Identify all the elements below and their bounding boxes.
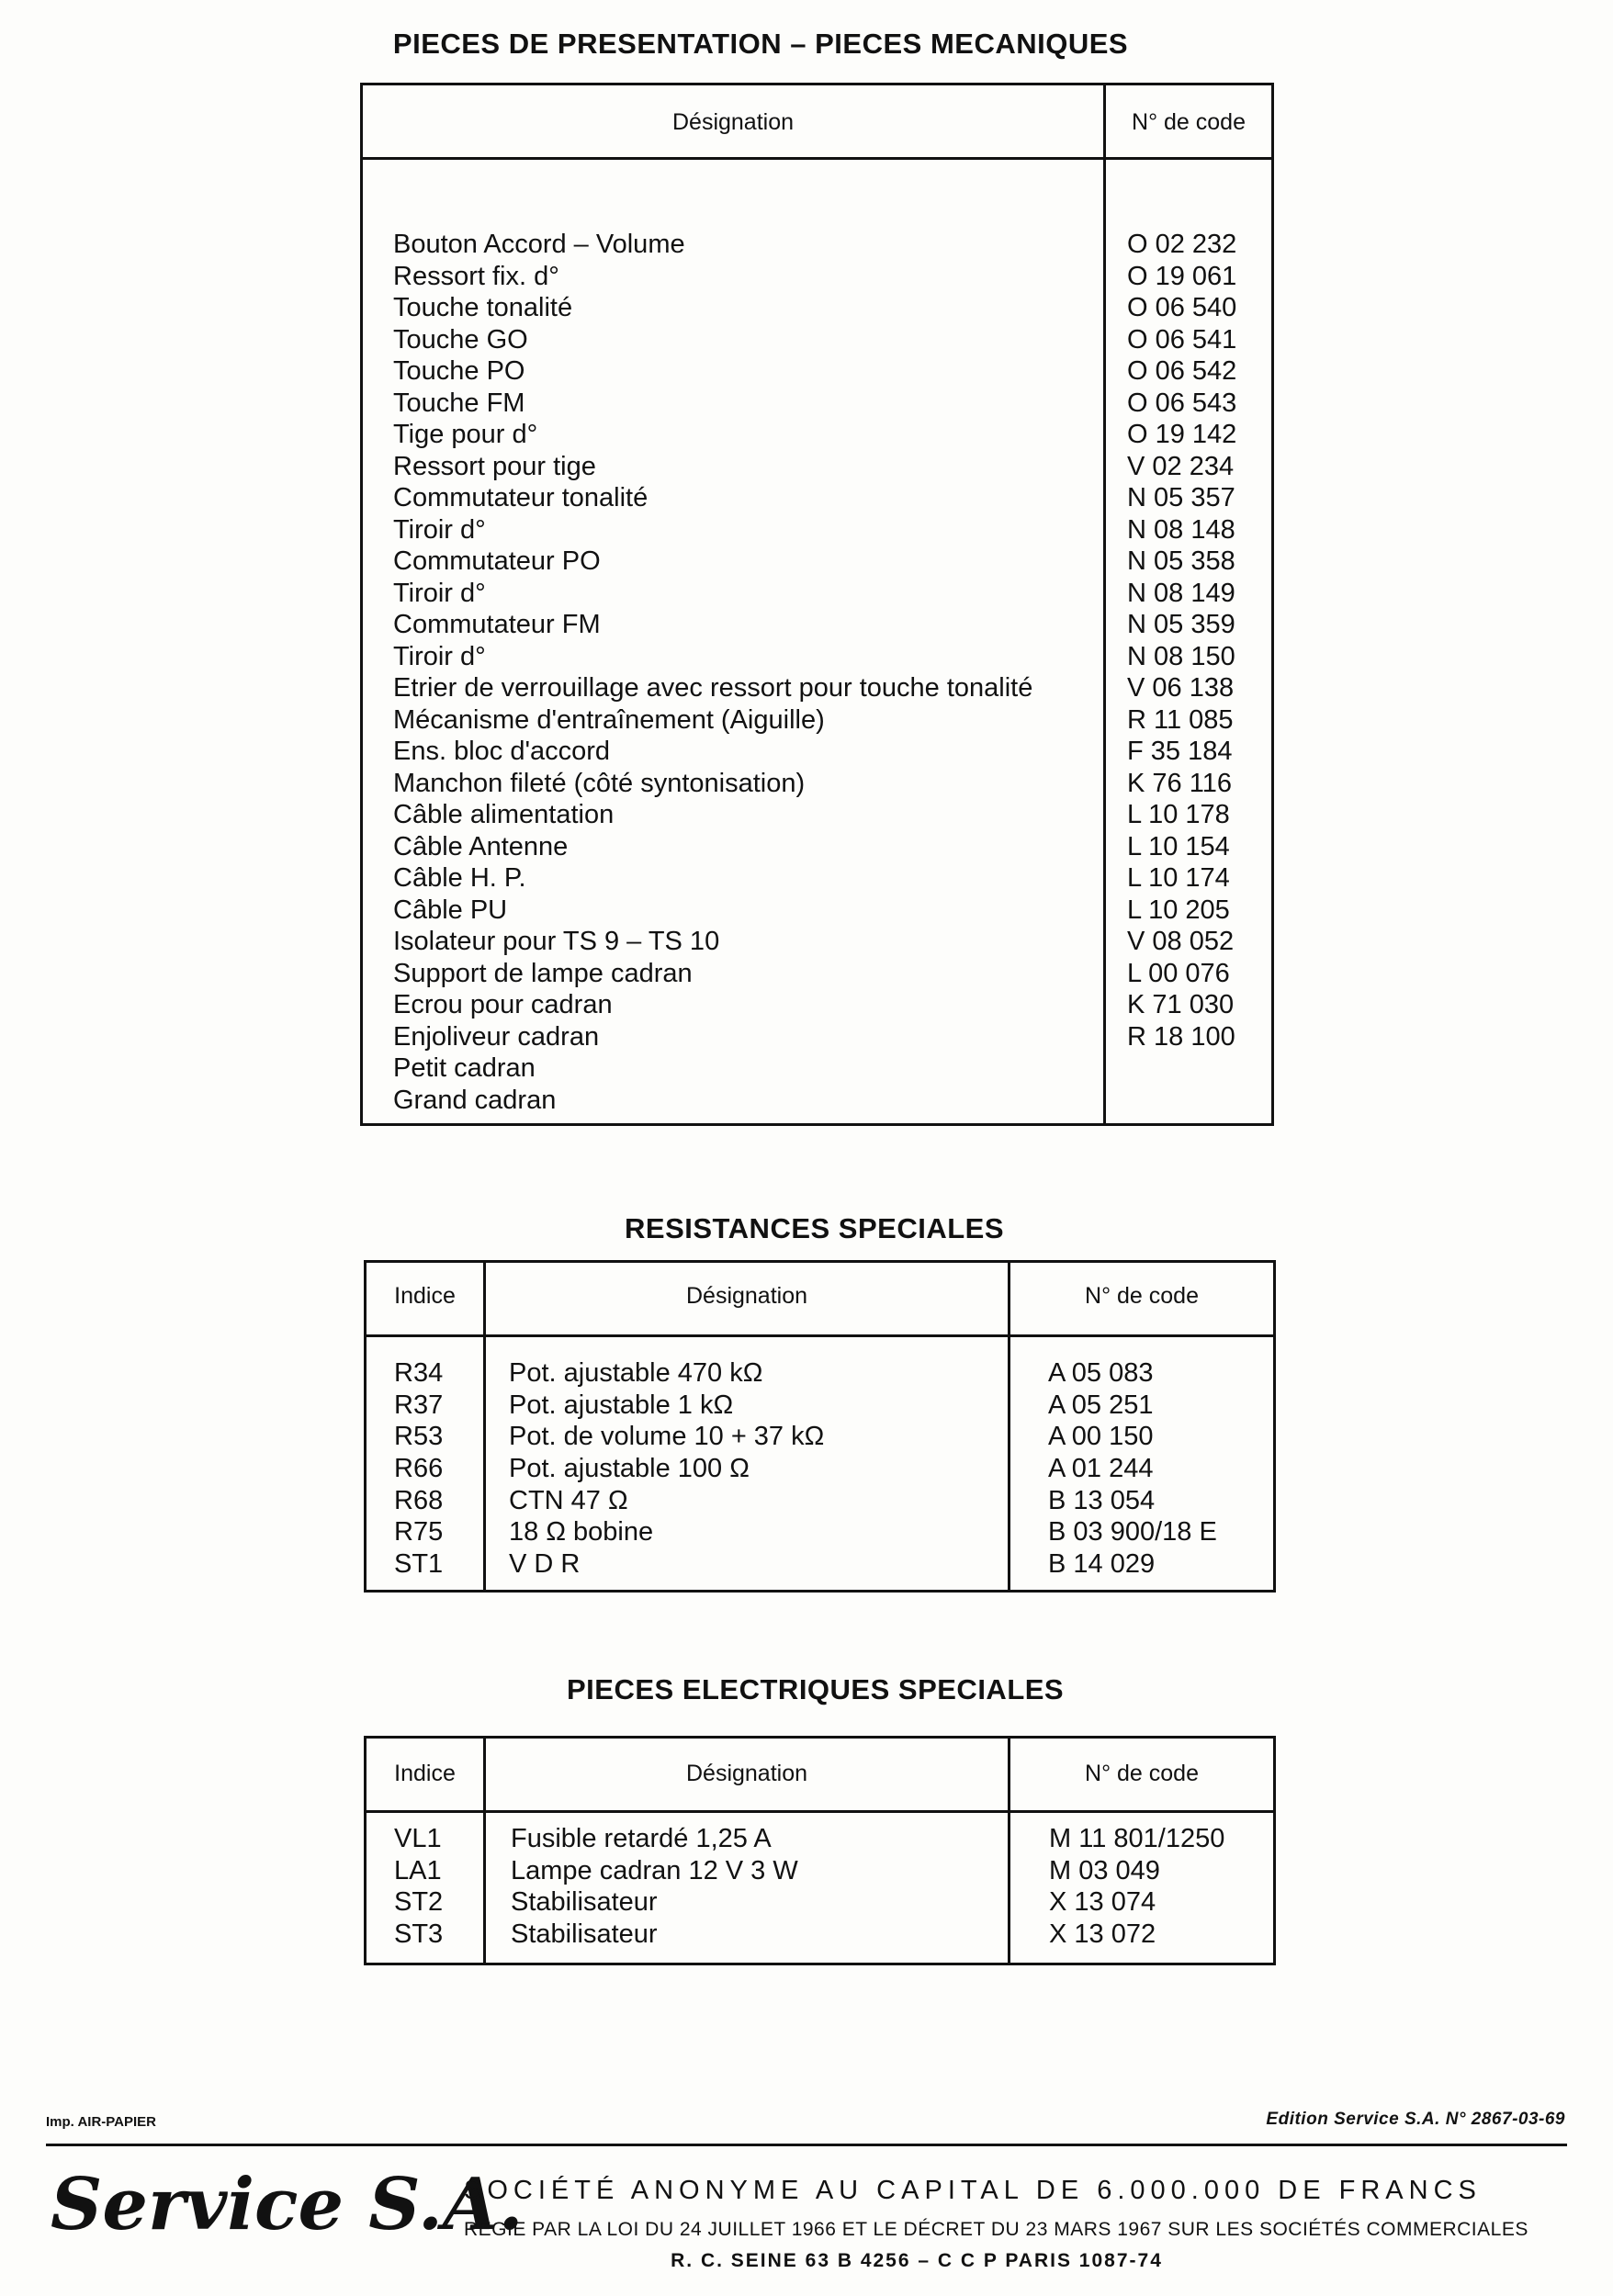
- company-capital: SOCIÉTÉ ANONYME AU CAPITAL DE 6.000.000 DE FRANCS: [464, 2176, 1482, 2205]
- row-code: R 18 100: [1127, 1021, 1235, 1052]
- col-code-header: N° de code: [1085, 1761, 1199, 1786]
- column-divider: [1008, 1263, 1010, 1590]
- row-designation: Bouton Accord – Volume: [393, 230, 685, 259]
- row-code: N 08 149: [1127, 578, 1235, 608]
- row-indice: R75: [394, 1517, 444, 1548]
- column-divider: [1103, 85, 1106, 1123]
- code-column: [1048, 1357, 1217, 1581]
- row-code: A 00 150: [1048, 1422, 1154, 1452]
- col-code-header: N° de code: [1085, 1283, 1199, 1309]
- row-designation: Fusible retardé 1,25 A: [511, 1824, 772, 1853]
- row-designation: Tige pour d°: [393, 420, 538, 449]
- row-designation: Mécanisme d'entraînement (Aiguille): [393, 704, 825, 735]
- row-designation: Ens. bloc d'accord: [393, 737, 611, 766]
- row-designation: Câble PU: [393, 895, 508, 925]
- row-designation: Tiroir d°: [393, 514, 486, 545]
- row-indice: ST1: [394, 1549, 444, 1580]
- row-code: K 71 030: [1127, 990, 1235, 1019]
- row-designation: Manchon fileté (côté syntonisation): [393, 768, 806, 798]
- row-designation: CTN 47 Ω: [509, 1485, 628, 1515]
- row-code: X 13 074: [1049, 1887, 1156, 1918]
- row-code: N 08 150: [1127, 641, 1235, 671]
- code-column: [1049, 1823, 1224, 1951]
- row-designation: Touche FM: [393, 388, 525, 418]
- row-designation: 18 Ω bobine: [509, 1517, 654, 1548]
- row-designation: Commutateur FM: [393, 610, 601, 639]
- edition-number: Edition Service S.A. N° 2867-03-69: [1266, 2110, 1565, 2129]
- row-code: O 06 543: [1127, 388, 1237, 418]
- row-designation: Support de lampe cadran: [393, 958, 693, 988]
- header-divider: [367, 1334, 1273, 1337]
- row-designation: Touche tonalité: [393, 293, 573, 322]
- section3-title: PIECES ELECTRIQUES SPECIALES: [567, 1673, 1065, 1705]
- row-designation: Pot. ajustable 100 Ω: [509, 1454, 750, 1484]
- row-code: A 01 244: [1048, 1454, 1154, 1484]
- parts-table: [360, 83, 1274, 1126]
- row-code: M 11 801/1250: [1049, 1824, 1225, 1853]
- row-designation: Tiroir d°: [393, 641, 486, 671]
- row-indice: R66: [394, 1454, 444, 1484]
- row-code: V 06 138: [1127, 673, 1235, 703]
- row-code: B 14 029: [1048, 1549, 1156, 1580]
- footer-rule: [46, 2144, 1567, 2146]
- col-designation-header: Désignation: [685, 1761, 808, 1786]
- row-designation: V D R: [509, 1549, 581, 1580]
- row-designation: Pot. ajustable 1 kΩ: [509, 1390, 734, 1420]
- row-code: L 10 154: [1127, 831, 1230, 861]
- row-designation: Ecrou pour cadran: [393, 990, 613, 1019]
- row-code: L 00 076: [1127, 958, 1230, 988]
- col-designation-header: Désignation: [671, 109, 795, 135]
- row-code: O 19 061: [1127, 261, 1237, 291]
- row-designation: Pot. ajustable 470 kΩ: [509, 1358, 763, 1388]
- resistances-table: [364, 1260, 1276, 1593]
- company-registration: R. C. SEINE 63 B 4256 – C C P PARIS 1087-74: [671, 2250, 1163, 2271]
- row-designation: Touche PO: [393, 356, 525, 386]
- row-code: R 11 085: [1127, 704, 1234, 735]
- row-code: L 10 178: [1127, 800, 1230, 829]
- row-designation: Câble alimentation: [393, 800, 615, 829]
- code-column: [1127, 229, 1236, 1116]
- col-code-header: N° de code: [1132, 109, 1246, 135]
- electric-parts-table: [364, 1736, 1276, 1965]
- row-designation: Petit cadran: [393, 1053, 536, 1083]
- designation-column: [509, 1357, 824, 1581]
- row-indice: ST3: [394, 1919, 444, 1950]
- row-designation: Ressort pour tige: [393, 451, 596, 481]
- row-code: B 13 054: [1048, 1485, 1156, 1515]
- row-code: N 05 357: [1127, 483, 1235, 512]
- row-code: L 10 205: [1127, 895, 1230, 925]
- row-code: [1127, 1052, 1236, 1085]
- row-designation: Stabilisateur: [511, 1919, 658, 1950]
- col-designation-header: Désignation: [685, 1283, 808, 1309]
- row-designation: Isolateur pour TS 9 – TS 10: [393, 927, 720, 956]
- printer-credit: Imp. AIR-PAPIER: [46, 2114, 157, 2130]
- row-code: O 19 142: [1127, 420, 1237, 449]
- header-divider: [363, 157, 1271, 160]
- row-code: A 05 083: [1048, 1358, 1154, 1388]
- row-indice: R34: [394, 1358, 444, 1388]
- col-indice-header: Indice: [394, 1283, 456, 1309]
- col-indice-header: Indice: [394, 1761, 456, 1786]
- service-logo: Service S.A.: [51, 2163, 524, 2246]
- row-code: V 08 052: [1127, 927, 1235, 956]
- row-code: N 05 359: [1127, 610, 1235, 639]
- row-designation: Grand cadran: [393, 1085, 557, 1115]
- row-designation: Commutateur PO: [393, 546, 601, 576]
- designation-column: [511, 1823, 798, 1951]
- row-code: N 08 148: [1127, 514, 1235, 545]
- row-code: M 03 049: [1049, 1855, 1160, 1885]
- row-code: K 76 116: [1127, 768, 1232, 798]
- row-indice: LA1: [394, 1855, 442, 1885]
- row-designation: Etrier de verrouillage avec ressort pour touche tonalité: [393, 673, 1033, 703]
- row-indice: R53: [394, 1422, 444, 1452]
- row-designation: Pot. de volume 10 + 37 kΩ: [509, 1422, 825, 1452]
- section2-title: RESISTANCES SPECIALES: [625, 1212, 1005, 1244]
- designation-column: [393, 229, 1032, 1116]
- row-designation: Tiroir d°: [393, 578, 486, 608]
- header-divider: [367, 1810, 1273, 1813]
- row-code: L 10 174: [1127, 863, 1230, 893]
- row-code: A 05 251: [1048, 1390, 1154, 1420]
- section1-title: PIECES DE PRESENTATION – PIECES MECANIQUES: [392, 28, 1129, 60]
- row-code: B 03 900/18 E: [1048, 1517, 1217, 1548]
- row-code: O 06 542: [1127, 356, 1237, 386]
- row-designation: Lampe cadran 12 V 3 W: [511, 1855, 798, 1885]
- row-designation: Ressort fix. d°: [393, 261, 559, 291]
- company-legal: RÉGIE PAR LA LOI DU 24 JUILLET 1966 ET LE DÉCRET DU 23 MARS 1967 SUR LES SOCIÉTÉS COMMERCIALES: [464, 2219, 1528, 2240]
- row-code: N 05 358: [1127, 546, 1235, 576]
- row-designation: Enjoliveur cadran: [393, 1021, 600, 1052]
- row-indice: VL1: [394, 1824, 442, 1853]
- row-code: V 02 234: [1127, 451, 1235, 481]
- row-indice: R37: [394, 1390, 444, 1420]
- row-designation: Câble Antenne: [393, 831, 569, 861]
- row-designation: Touche GO: [393, 324, 528, 355]
- row-designation: Câble H. P.: [393, 863, 526, 893]
- row-indice: ST2: [394, 1887, 444, 1918]
- row-code: O 02 232: [1127, 230, 1237, 259]
- row-code: O 06 540: [1127, 293, 1237, 322]
- column-divider: [483, 1263, 486, 1590]
- row-code: [1127, 1085, 1236, 1117]
- row-designation: Commutateur tonalité: [393, 483, 649, 512]
- indice-column: [394, 1357, 443, 1581]
- row-indice: R68: [394, 1485, 444, 1515]
- row-code: O 06 541: [1127, 324, 1237, 355]
- row-designation: Stabilisateur: [511, 1887, 658, 1918]
- row-code: X 13 072: [1049, 1919, 1156, 1950]
- indice-column: [394, 1823, 443, 1951]
- row-code: F 35 184: [1127, 737, 1233, 766]
